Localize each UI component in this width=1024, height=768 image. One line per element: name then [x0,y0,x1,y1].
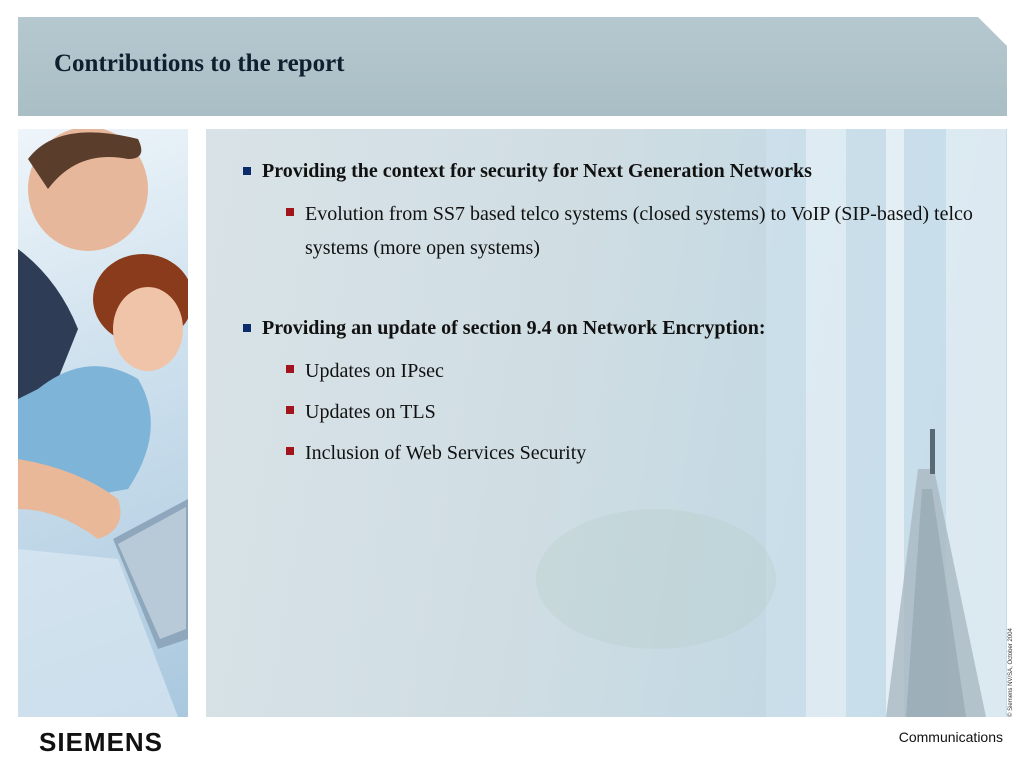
people-photo [18,129,188,717]
sub-bullet-marker [286,406,294,414]
bullet-item: Providing an update of section 9.4 on Network Encryption: [262,317,766,339]
bullet-list [206,129,1007,717]
bullet-marker [243,324,251,332]
bullet-item: Providing the context for security for Next Generation Networks [262,160,812,182]
sub-bullet-item: Inclusion of Web Services Security [305,442,587,464]
sub-bullet-item: Evolution from SS7 based telco systems (closed systems) to VoIP (SIP-based) telco systems (more open systems) [305,203,973,259]
content-panel [206,129,1007,717]
people-illustration [18,129,188,717]
bullet-marker [243,167,251,175]
siemens-logo: SIEMENS [39,727,164,757]
slide-title: Contributions to the report [54,50,345,77]
division-label: Communications [898,729,1003,745]
sub-bullet-item: Updates on TLS [305,401,436,423]
sub-bullet-marker [286,208,294,216]
copyright-notice: © Siemens NV/SA, October 2004 [1008,628,1014,717]
sub-bullet-marker [286,365,294,373]
sub-bullet-marker [286,447,294,455]
sub-bullet-item: Updates on IPsec [305,360,444,382]
